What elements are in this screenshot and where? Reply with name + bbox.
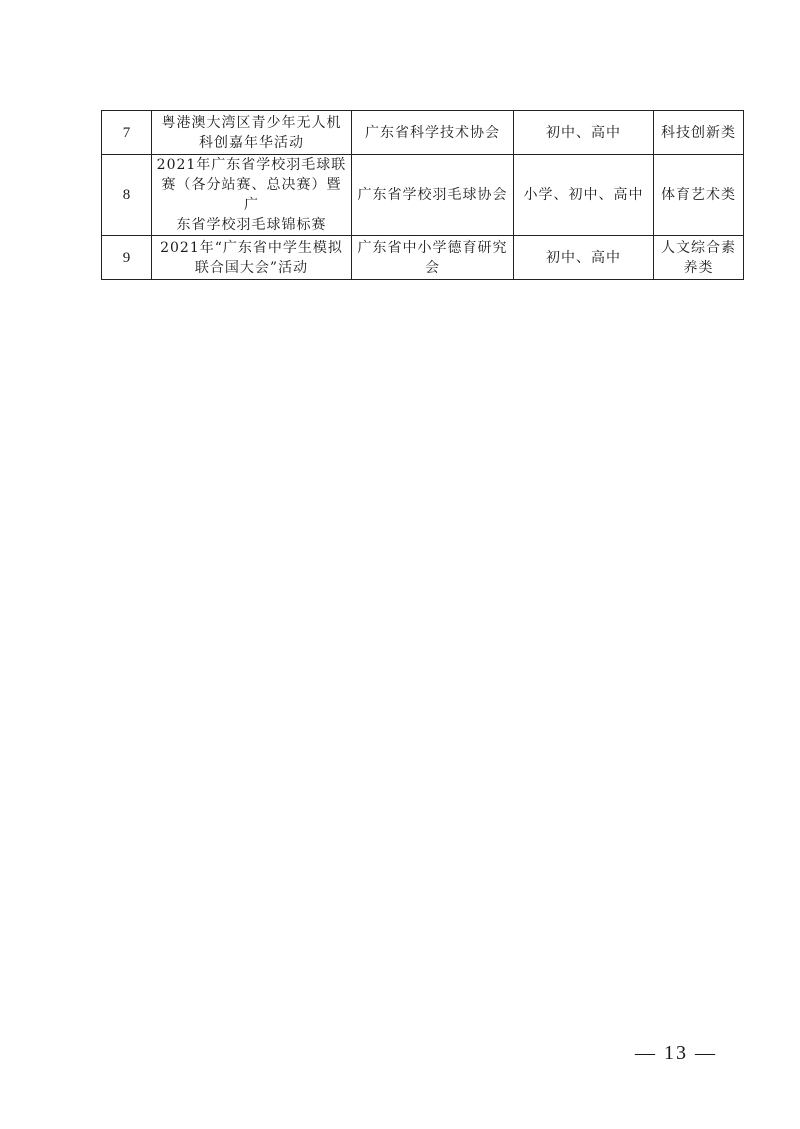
table-row (102, 236, 744, 280)
activity-table (101, 110, 744, 280)
activity-name-line: 赛（各分站赛、总决赛）暨广 (161, 177, 342, 213)
activity-name-line: 东省学校羽毛球锦标赛 (176, 217, 327, 233)
activity-name-line: 2021年广东省学校羽毛球联 (156, 157, 347, 173)
organizer-line: 会 (425, 259, 440, 276)
row-number: 7 (102, 111, 152, 155)
category-line: 人文综合素 (661, 239, 736, 256)
school-level: 初中、高中 (514, 111, 654, 155)
activity-name (152, 236, 352, 280)
category-line: 体育艺术类 (661, 187, 736, 203)
category-line: 科技创新类 (661, 124, 736, 141)
activity-name-line: 科创嘉年华活动 (199, 134, 304, 151)
category (654, 155, 744, 236)
organizer (352, 111, 514, 155)
table-row (102, 111, 744, 155)
category (654, 236, 744, 280)
activity-table-container (101, 110, 744, 280)
organizer-line: 广东省中小学德育研究 (357, 239, 508, 256)
activity-name-line: 联合国大会”活动 (194, 259, 309, 276)
school-level: 小学、初中、高中 (514, 155, 654, 236)
organizer-line: 广东省科学技术协会 (365, 124, 500, 141)
organizer (352, 236, 514, 280)
row-number: 9 (102, 236, 152, 280)
activity-name-line: 粤港澳大湾区青少年无人机 (161, 114, 342, 131)
row-number: 8 (102, 155, 152, 236)
activity-name (152, 111, 352, 155)
activity-name (152, 155, 352, 236)
activity-name-line: 2021年“广东省中学生模拟 (160, 239, 343, 256)
organizer (352, 155, 514, 236)
category (654, 111, 744, 155)
page-number: — 13 — (635, 1042, 717, 1064)
table-row (102, 155, 744, 236)
school-level: 初中、高中 (514, 236, 654, 280)
organizer-line: 广东省学校羽毛球协会 (357, 187, 508, 203)
category-line: 养类 (683, 259, 714, 276)
